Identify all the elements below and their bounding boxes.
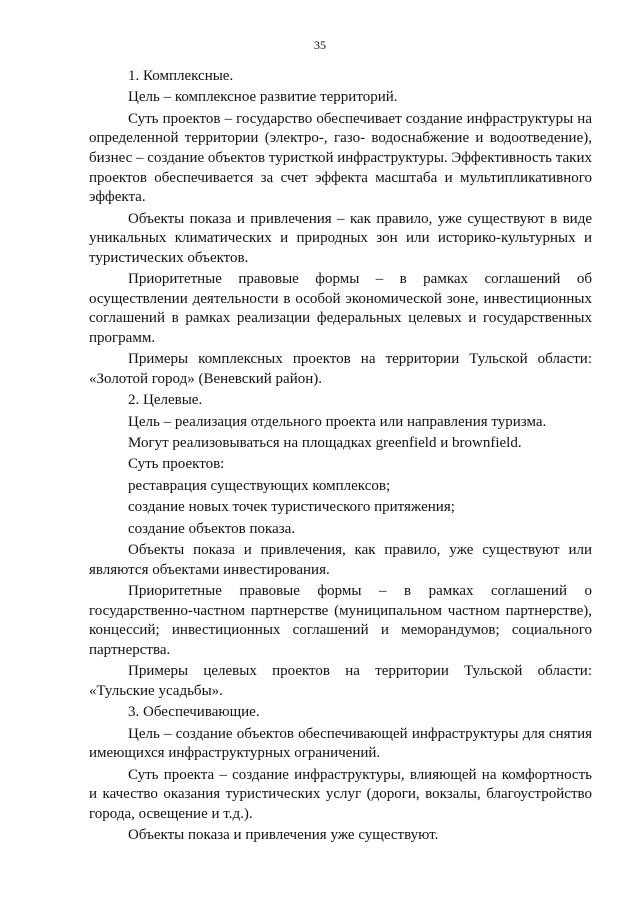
paragraph: Примеры целевых проектов на территории Тульской области: «Тульские усадьбы». <box>89 663 592 699</box>
paragraph: Цель – реализация отдельного проекта или направления туризма. <box>128 413 547 430</box>
paragraph: Цель – создание объектов обеспечивающей инфраструктуры для снятия имеющихся инфраструктурных ограничений. <box>89 725 592 762</box>
paragraph: Приоритетные правовые формы – в рамках соглашений об осуществлении деятельности в особой экономической зоне, инвестиционных соглашений в рамках реализации федеральных целевых и государственных программ. <box>89 271 592 346</box>
section-heading-supporting: 3. Обеспечивающие. <box>128 704 260 721</box>
section-heading-target: 2. Целевые. <box>128 392 203 409</box>
paragraph: Объекты показа и привлечения – как правило, уже существуют в виде уникальных климатических и природных зон или историко-культурных и туристических объектов. <box>89 210 592 266</box>
paragraph: Объекты показа и привлечения, как правило, уже существуют или являются объектами инвестирования. <box>89 542 592 578</box>
paragraph: Суть проектов – государство обеспечивает создание инфраструктуры на определенной территории (электро-, газо- водоснабжение и водоотведение), бизнес – создание объектов туристкой инфраструктуры. Эффективность таких проектов обеспечивается за счет эффекта масштаба и мультипликативного эффекта. <box>89 110 592 206</box>
paragraph: Приоритетные правовые формы – в рамках соглашений о государственно-частном партнерстве (муниципальном частном партнерстве), концессий; инвестиционных соглашений и меморандумов; социального партнерства. <box>89 583 592 658</box>
document-body <box>89 67 592 848</box>
list-item: создание новых точек туристического притяжения; <box>128 499 455 516</box>
section-heading-complex: 1. Комплексные. <box>128 68 234 84</box>
list-item: создание объектов показа. <box>128 520 296 537</box>
list-item: реставрация существующих комплексов; <box>128 477 391 494</box>
page-number: 35 <box>314 38 326 52</box>
paragraph: Суть проекта – создание инфраструктуры, влияющей на комфортность и качество оказания туристических услуг (дороги, вокзалы, благоустройство города, освещение и т.д.). <box>89 766 592 822</box>
paragraph: Примеры комплексных проектов на территории Тульской области: «Золотой город» (Веневский район). <box>89 351 592 387</box>
paragraph: Суть проектов: <box>128 456 225 473</box>
paragraph: Могут реализовываться на площадках greenfield и brownfield. <box>128 435 522 452</box>
paragraph: Цель – комплексное развитие территорий. <box>128 89 398 106</box>
paragraph: Объекты показа и привлечения уже существуют. <box>128 827 439 844</box>
